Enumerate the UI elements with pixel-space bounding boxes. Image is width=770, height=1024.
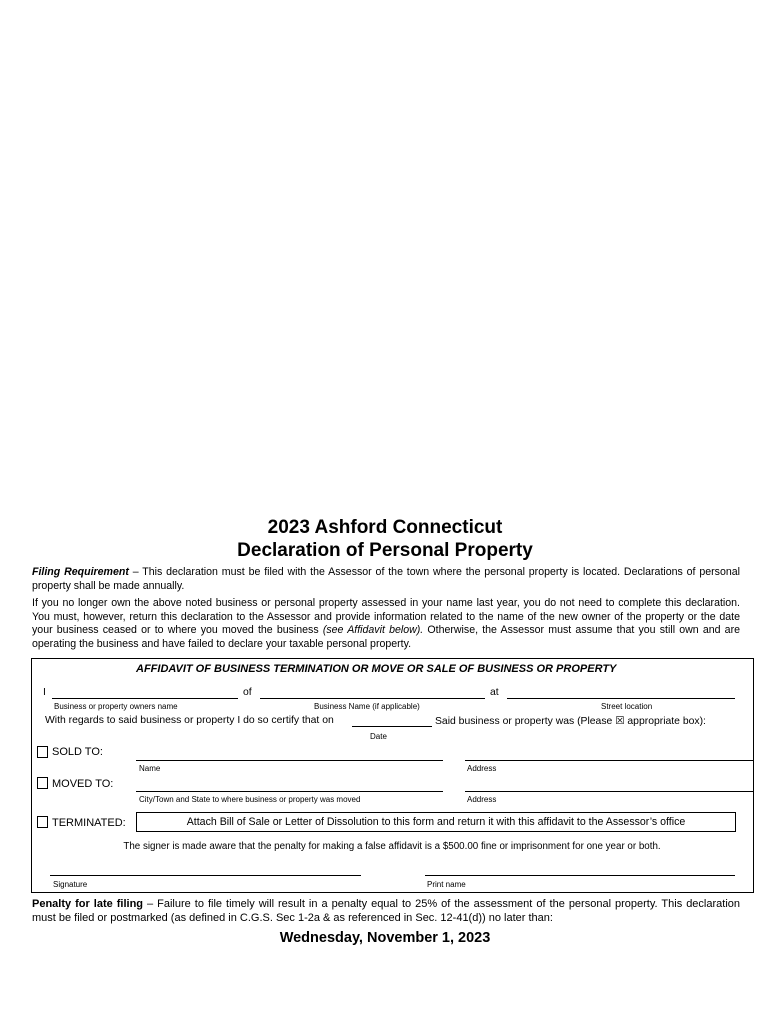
at-label: at: [490, 687, 499, 698]
street-location-field[interactable]: [507, 698, 735, 699]
certify-text: With regards to said business or property I do so certify that on: [45, 715, 334, 726]
of-label: of: [243, 687, 252, 698]
moved-to-label: MOVED TO:: [52, 778, 114, 790]
ownership-paragraph: [32, 597, 740, 651]
false-affidavit-warning: The signer is made aware that the penalty for making a false affidavit is a $500.00 fine or imprisonment for one year or both.: [123, 841, 661, 852]
filing-requirement-label: Filing Requirement: [32, 566, 129, 578]
city-caption: City/Town and State to where business or property was moved: [139, 795, 361, 804]
print-name-field[interactable]: [425, 875, 735, 876]
owner-name-field[interactable]: [52, 698, 238, 699]
terminated-checkbox[interactable]: [37, 816, 48, 828]
street-location-caption: Street location: [601, 702, 653, 711]
address-caption: Address: [467, 764, 497, 773]
late-filing-paragraph: [32, 898, 740, 925]
name-caption: Name: [139, 764, 161, 773]
terminated-label: TERMINATED:: [52, 817, 126, 829]
owner-name-caption: Business or property owners name: [54, 702, 178, 711]
moved-address-caption: Address: [467, 795, 497, 804]
form-title-line1: 2023 Ashford Connecticut: [267, 517, 503, 538]
moved-city-field[interactable]: [136, 791, 443, 792]
attach-instructions: Attach Bill of Sale or Letter of Dissolution to this form and return it with this affidavit to the Assessor’s office: [136, 812, 736, 832]
signature-field[interactable]: [50, 875, 361, 876]
ownership-text: If you no longer own the above noted business or personal property assessed in your name last year, you do not need to complete this declaration. You must, however, return this declaration to the Assessor and provide information related to the name of the new owner of the property or the date your business ceased or to where you moved the business: [32, 597, 740, 636]
sold-name-field[interactable]: [136, 760, 443, 761]
print-name-caption: Print name: [427, 880, 466, 889]
business-name-field[interactable]: [260, 698, 485, 699]
date-caption: Date: [370, 732, 387, 741]
affidavit-reference: (see Affidavit below).: [322, 624, 424, 636]
signature-caption: Signature: [53, 880, 88, 889]
sold-to-label: SOLD TO:: [52, 746, 103, 758]
filing-requirement-text: – This declaration must be filed with the Assessor of the town where the personal property is located. Declarations of personal property shall be made annually.: [32, 566, 740, 592]
late-filing-label: Penalty for late filing: [32, 898, 144, 910]
affidavit-box: [31, 658, 754, 893]
said-business-text: Said business or property was (Please ☒ appropriate box):: [435, 716, 706, 727]
sold-address-field[interactable]: [465, 760, 753, 761]
business-name-caption: Business Name (if applicable): [314, 702, 420, 711]
filing-deadline: Wednesday, November 1, 2023: [279, 930, 491, 946]
filing-requirement-paragraph: [32, 566, 740, 593]
moved-address-field[interactable]: [465, 791, 753, 792]
sold-checkbox[interactable]: [37, 746, 48, 758]
ownership-text-after: Otherwise, the Assessor must assume that you still own and are operating the business and have failed to declare your taxable personal property.: [32, 624, 740, 650]
late-filing-text: – Failure to file timely will result in a penalty equal to 25% of the assessment of the personal property. This declaration must be filed or postmarked (as defined in C.G.S. Sec 1-2a & as referenced in Sec. 12-41(d)) no later than:: [32, 898, 741, 924]
affidavit-title: AFFIDAVIT OF BUSINESS TERMINATION OR MOVE OR SALE OF BUSINESS OR PROPERTY: [136, 663, 617, 675]
moved-checkbox[interactable]: [37, 777, 48, 789]
form-title-line2: Declaration of Personal Property: [237, 540, 533, 561]
i-label: I: [43, 687, 46, 698]
date-field[interactable]: [352, 726, 432, 727]
